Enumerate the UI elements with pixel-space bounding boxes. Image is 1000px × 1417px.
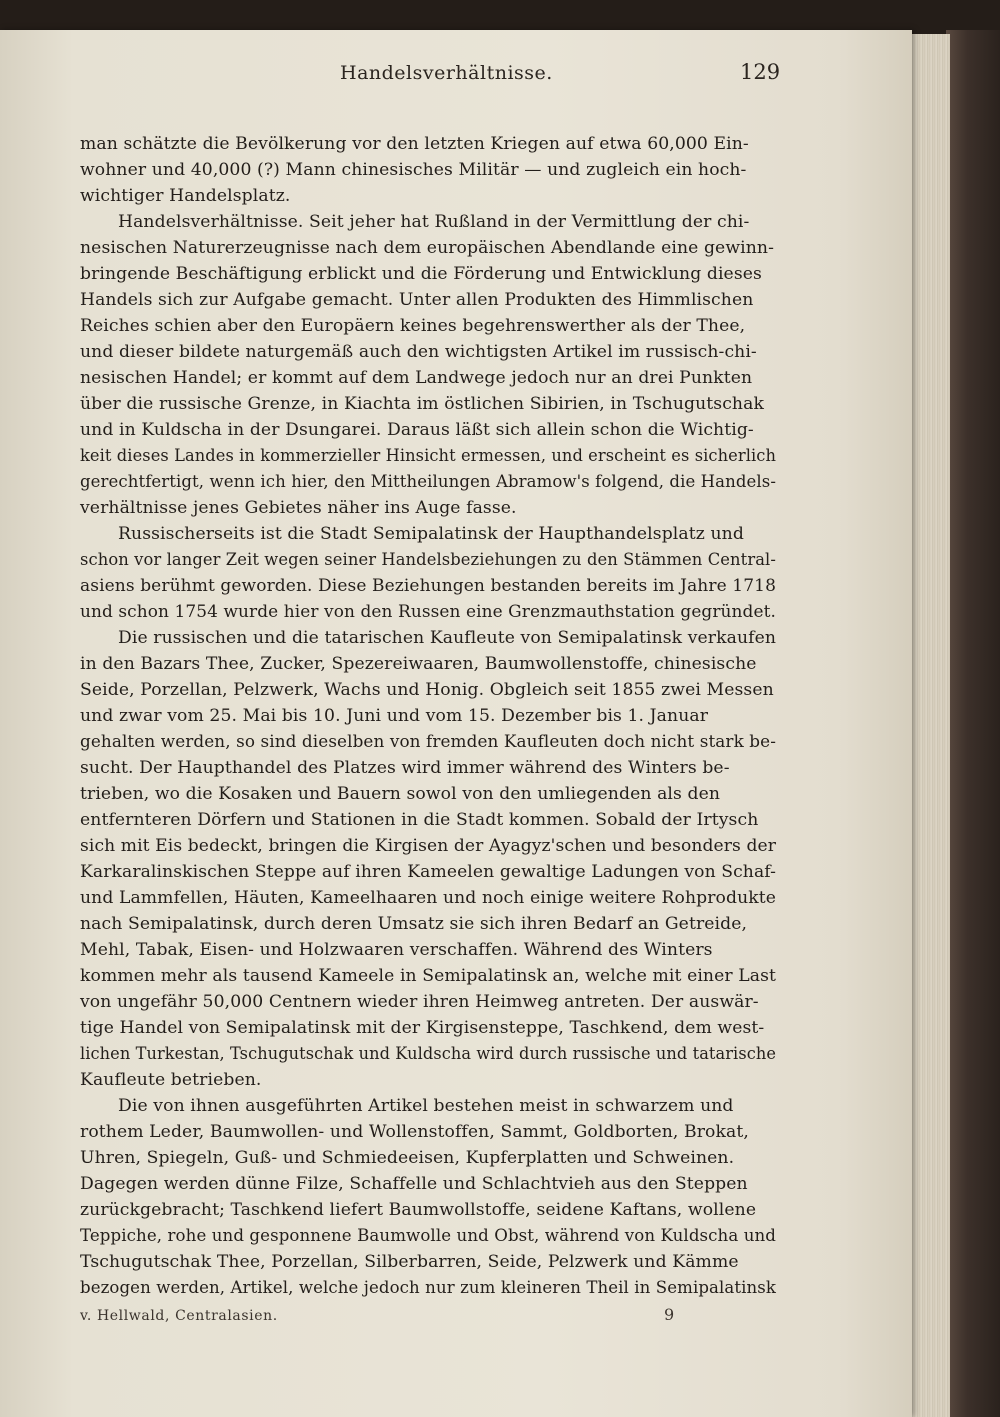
text-line: Die von ihnen ausgeführten Artikel bestehen meist in schwarzem und [118, 1096, 734, 1116]
text-line: nesischen Naturerzeugnisse nach dem europäischen Abendlande eine gewinn- [80, 238, 774, 258]
text-line: Mehl, Tabak, Eisen- und Holzwaaren verschaffen. Während des Winters [80, 940, 713, 960]
text-line: und Lammfellen, Häuten, Kameelhaaren und noch einige weitere Rohprodukte [80, 888, 777, 908]
text-line: Russischerseits ist die Stadt Semipalatinsk der Haupthandelsplatz und [118, 524, 744, 544]
text-line: Kaufleute betrieben. [80, 1070, 262, 1090]
text-line: entfernteren Dörfern und Stationen in die Stadt kommen. Sobald der Irtysch [80, 810, 759, 830]
text-line: asiens berühmt geworden. Diese Beziehungen bestanden bereits im Jahre 1718 [80, 576, 777, 596]
text-line: Reiches schien aber den Europäern keines begehrenswerther als der Thee, [80, 316, 746, 336]
signature-mark: 9 [664, 1305, 675, 1324]
text-line: von ungefähr 50,000 Centnern wieder ihren Heimweg antreten. Der auswär- [80, 992, 759, 1012]
text-line: Handelsverhältnisse. Seit jeher hat Rußland in der Vermittlung der chi- [118, 212, 750, 232]
text-line: verhältnisse jenes Gebietes näher ins Auge fasse. [80, 498, 517, 518]
text-line: tige Handel von Semipalatinsk mit der Kirgisensteppe, Taschkend, dem west- [80, 1018, 765, 1038]
text-line: man schätzte die Bevölkerung vor den letzten Kriegen auf etwa 60,000 Ein- [80, 134, 749, 154]
text-line: nach Semipalatinsk, durch deren Umsatz sie sich ihren Bedarf an Getreide, [80, 914, 748, 934]
text-line: bringende Beschäftigung erblickt und die Förderung und Entwicklung dieses [80, 264, 762, 284]
text-line: lichen Turkestan, Tschugutschak und Kuldscha wird durch russische und tatarische [80, 1044, 777, 1064]
text-line: Teppiche, rohe und gesponnene Baumwolle und Obst, während von Kuldscha und [80, 1226, 777, 1246]
text-line: wichtiger Handelsplatz. [80, 186, 291, 206]
text-line: bezogen werden, Artikel, welche jedoch nur zum kleineren Theil in Semipalatinsk [80, 1278, 777, 1298]
text-line: und schon 1754 wurde hier von den Russen eine Grenzmauthstation gegründet. [80, 602, 776, 622]
text-line: Karkaralinskischen Steppe auf ihren Kameelen gewaltige Ladungen von Schaf- [80, 862, 776, 882]
text-line: und zwar vom 25. Mai bis 10. Juni und vom 15. Dezember bis 1. Januar [80, 706, 709, 726]
text-line: wohner und 40,000 (?) Mann chinesisches Militär — und zugleich ein hoch- [80, 160, 747, 180]
text-line: keit dieses Landes in kommerzieller Hinsicht ermessen, und erscheint es sicherlich [80, 446, 777, 466]
text-line: rothem Leder, Baumwollen- und Wollenstoffen, Sammt, Goldborten, Brokat, [80, 1122, 749, 1142]
text-line: Seide, Porzellan, Pelzwerk, Wachs und Honig. Obgleich seit 1855 zwei Messen [80, 680, 774, 700]
text-line: schon vor langer Zeit wegen seiner Handelsbeziehungen zu den Stämmen Central- [80, 550, 776, 570]
text-line: Tschugutschak Thee, Porzellan, Silberbarren, Seide, Pelzwerk und Kämme [80, 1252, 739, 1272]
text-line: Uhren, Spiegeln, Guß- und Schmiedeeisen, Kupferplatten und Schweinen. [80, 1148, 735, 1168]
signature-line: v. Hellwald, Centralasien. [80, 1308, 278, 1324]
text-line: in den Bazars Thee, Zucker, Spezereiwaaren, Baumwollenstoffe, chinesische [80, 654, 757, 674]
text-line: Handels sich zur Aufgabe gemacht. Unter allen Produkten des Himmlischen [80, 290, 754, 310]
book-cover-edge [946, 30, 1000, 1417]
text-line: und in Kuldscha in der Dsungarei. Daraus läßt sich allein schon die Wichtig- [80, 420, 754, 440]
page-header [0, 62, 912, 92]
text-line: Dagegen werden dünne Filze, Schaffelle und Schlachtvieh aus den Steppen [80, 1174, 748, 1194]
text-line: und dieser bildete naturgemäß auch den wichtigsten Artikel im russisch-chi- [80, 342, 757, 362]
text-line: über die russische Grenze, in Kiachta im östlichen Sibirien, in Tschugutschak [80, 394, 764, 414]
text-line: gerechtfertigt, wenn ich hier, den Mittheilungen Abramow's folgend, die Handels- [80, 472, 777, 492]
text-line: sich mit Eis bedeckt, bringen die Kirgisen der Ayagyz'schen und besonders der [80, 836, 776, 856]
text-line: gehalten werden, so sind dieselben von fremden Kaufleuten doch nicht stark be- [80, 732, 776, 752]
text-line: sucht. Der Haupthandel des Platzes wird immer während des Winters be- [80, 758, 730, 778]
running-head: Handelsverhältnisse. [340, 62, 553, 84]
text-line: kommen mehr als tausend Kameele in Semipalatinsk an, welche mit einer Last [80, 966, 777, 986]
text-line: Die russischen und die tatarischen Kaufleute von Semipalatinsk verkaufen [118, 628, 777, 648]
text-line: trieben, wo die Kosaken und Bauern sowol von den umliegenden als den [80, 784, 721, 804]
text-line: zurückgebracht; Taschkend liefert Baumwollstoffe, seidene Kaftans, wollene [80, 1200, 757, 1220]
page-number: 129 [740, 60, 781, 84]
text-line: nesischen Handel; er kommt auf dem Landwege jedoch nur an drei Punkten [80, 368, 753, 388]
